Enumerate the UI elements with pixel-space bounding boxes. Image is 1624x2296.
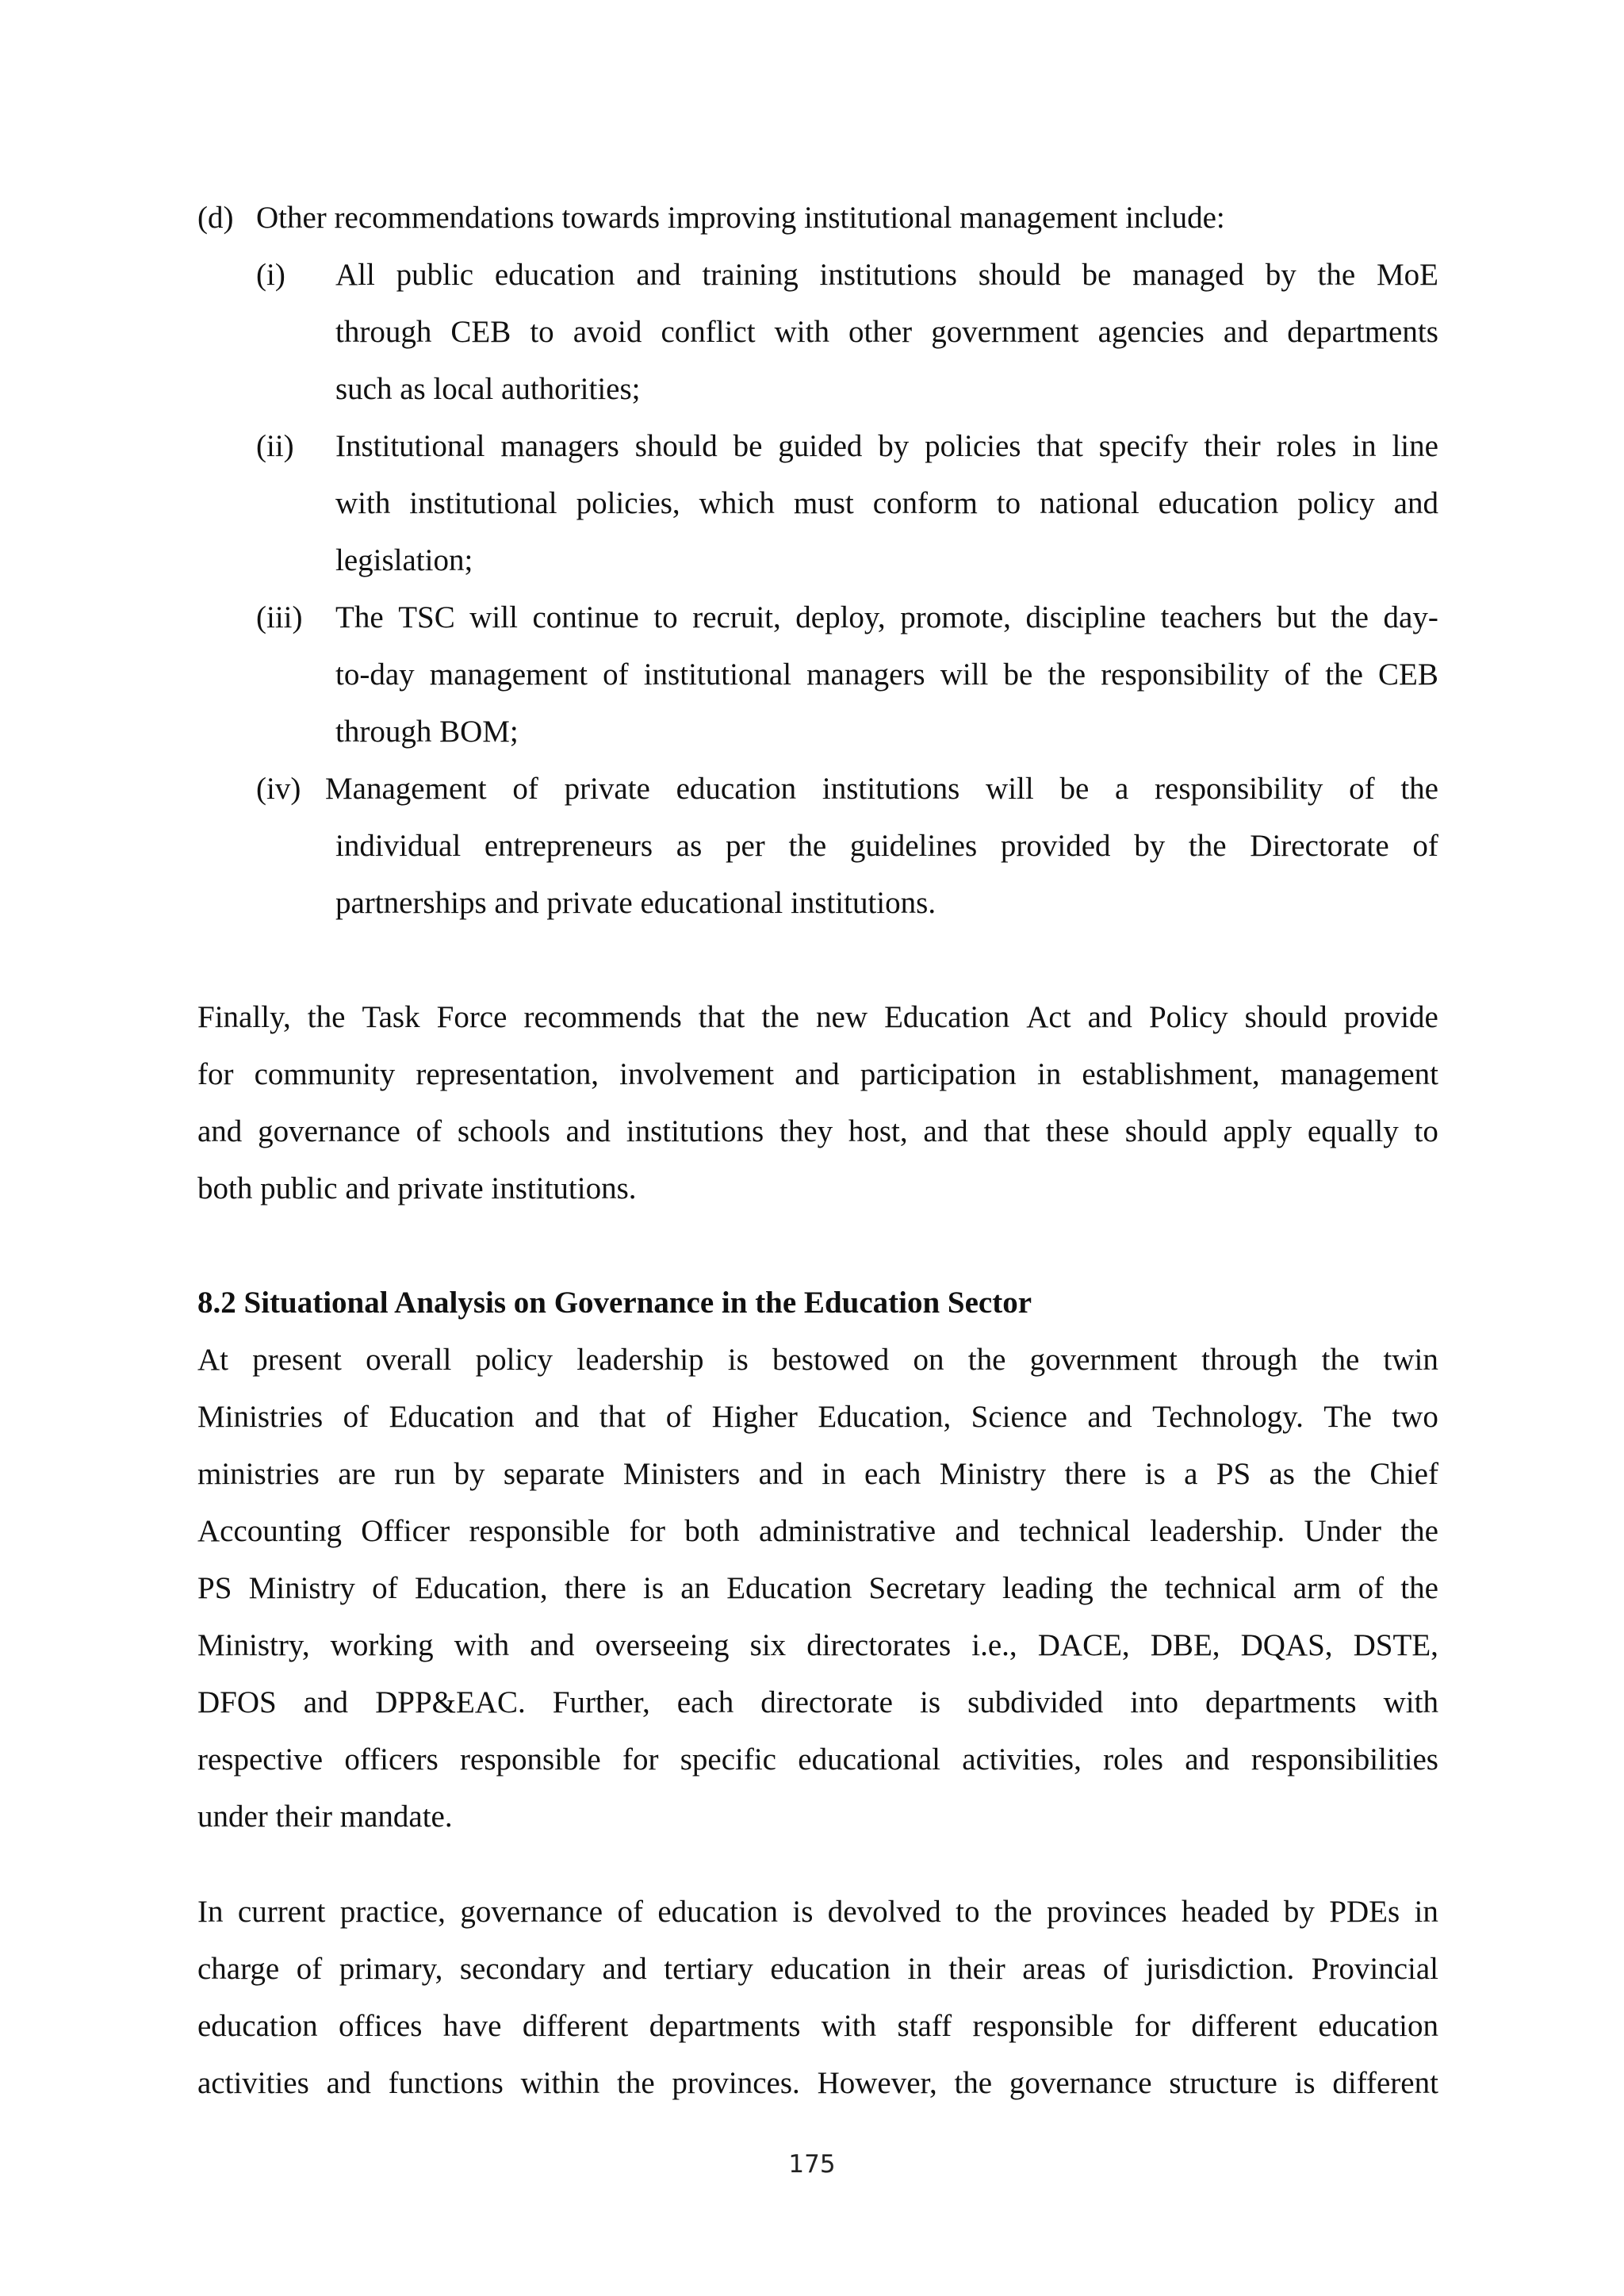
subitem-ii-line-1: Institutional managers should be guided by policies that specify their roles in line: [335, 429, 1438, 463]
subitem-iv-marker: (iv): [256, 772, 301, 806]
section-paragraph-1-line-9: under their mandate.: [197, 1800, 453, 1834]
subitem-iii-line-2: to-day management of institutional managers will be the responsibility of the CEB: [335, 657, 1438, 692]
subitem-iii-line-3: through BOM;: [335, 715, 519, 749]
page-number: 175: [788, 2150, 836, 2179]
section-paragraph-2-line-2: charge of primary, secondary and tertiary education in their areas of jurisdiction. Provincial: [197, 1952, 1438, 1986]
finally-paragraph-line-4: both public and private institutions.: [197, 1171, 637, 1205]
subitem-i-line-1: All public education and training institutions should be managed by the MoE: [335, 258, 1438, 292]
finally-paragraph-line-2: for community representation, involvement and participation in establishment, management: [197, 1057, 1438, 1091]
subitem-i-marker: (i): [256, 258, 285, 292]
subitem-iii-line-1: The TSC will continue to recruit, deploy, promote, discipline teachers but the day-: [335, 600, 1438, 634]
subitem-iv-line-2: individual entrepreneurs as per the guidelines provided by the Directorate of: [335, 829, 1438, 863]
section-paragraph-1-line-7: DFOS and DPP&EAC. Further, each directorate is subdivided into departments with: [197, 1685, 1438, 1719]
section-paragraph-1-line-1: At present overall policy leadership is bestowed on the government through the twin: [197, 1343, 1438, 1377]
section-paragraph-1-line-5: PS Ministry of Education, there is an Education Secretary leading the technical arm of the: [197, 1571, 1438, 1605]
subitem-ii-line-3: legislation;: [335, 543, 473, 577]
subitem-iv-line-1: Management of private education institutions will be a responsibility of the: [325, 772, 1438, 806]
subitem-iii-marker: (iii): [256, 600, 303, 634]
section-heading: 8.2 Situational Analysis on Governance in the Education Sector: [197, 1286, 1032, 1320]
item-d-intro: Other recommendations towards improving institutional management include:: [256, 201, 1225, 235]
section-paragraph-1-line-3: ministries are run by separate Ministers and in each Ministry there is a PS as the Chief: [197, 1457, 1438, 1491]
section-paragraph-1-line-8: respective officers responsible for specific educational activities, roles and responsibilities: [197, 1742, 1438, 1777]
section-paragraph-2-line-4: activities and functions within the provinces. However, the governance structure is different: [197, 2066, 1438, 2100]
subitem-iv-line-3: partnerships and private educational institutions.: [335, 886, 936, 920]
subitem-ii-marker: (ii): [256, 429, 294, 463]
subitem-i-line-3: such as local authorities;: [335, 372, 641, 406]
section-paragraph-1-line-6: Ministry, working with and overseeing six directorates i.e., DACE, DBE, DQAS, DSTE,: [197, 1628, 1438, 1662]
section-paragraph-1-line-4: Accounting Officer responsible for both administrative and technical leadership. Under the: [197, 1514, 1438, 1548]
subitem-i-line-2: through CEB to avoid conflict with other government agencies and departments: [335, 315, 1438, 349]
finally-paragraph-line-1: Finally, the Task Force recommends that the new Education Act and Policy should provide: [197, 1000, 1438, 1034]
section-paragraph-2-line-1: In current practice, governance of education is devolved to the provinces headed by PDEs in: [197, 1895, 1438, 1929]
item-d-marker: (d): [197, 201, 234, 235]
section-paragraph-1-line-2: Ministries of Education and that of Higher Education, Science and Technology. The two: [197, 1400, 1438, 1434]
section-paragraph-2-line-3: education offices have different departments with staff responsible for different education: [197, 2009, 1438, 2043]
finally-paragraph-line-3: and governance of schools and institutions they host, and that these should apply equally to: [197, 1114, 1438, 1148]
subitem-ii-line-2: with institutional policies, which must conform to national education policy and: [335, 486, 1438, 520]
